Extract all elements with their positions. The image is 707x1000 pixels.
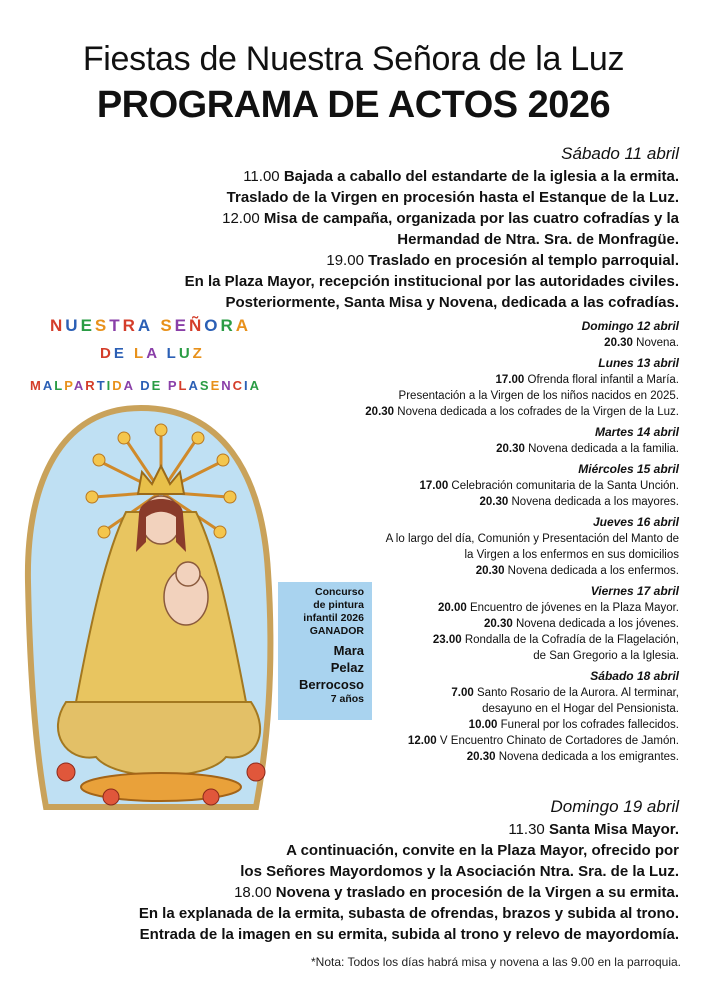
event-text: Posteriormente, Santa Misa y Novena, dedicada a las cofradías. [225,294,679,311]
event-line [365,600,679,616]
event-text: Presentación a la Virgen de los niños nacidos en 2025. [398,390,679,402]
day-heading: Martes 14 abril [594,425,679,439]
event-line [139,819,679,840]
event-line [185,208,679,229]
event-text: Ofrenda floral infantil a María. [527,374,679,386]
event-line [365,733,679,749]
event-line [365,685,679,701]
event-text: Novena dedicada a la familia. [528,443,679,455]
event-text: Encuentro de jóvenes en la Plaza Mayor. [469,602,679,614]
saturday11-events [185,166,679,313]
event-text: la Virgen a los enfermos en sus domicilios [464,549,679,561]
event-text: Santa Misa Mayor. [548,821,679,838]
event-time: 11.30 [508,821,545,838]
contest-line4: GANADOR [309,625,364,637]
winner-name3: Berrocoso [298,677,364,692]
event-time: 18.00 [234,884,272,901]
event-time: 20.00 [437,602,467,614]
day-heading: Domingo 12 abril [581,319,679,333]
day-heading: Sábado 18 abril [590,669,679,683]
event-text: Novena dedicada a los jóvenes. [515,618,679,630]
drawing-header-line1: NUESTRA SEÑORA [50,316,252,335]
event-line [185,271,679,292]
event-text: Novena y traslado en procesión de la Virgen a su ermita. [275,884,679,901]
event-line [365,372,679,388]
event-time: 20.30 [365,406,395,418]
event-time: 20.30 [475,565,505,577]
day-heading: Viernes 17 abril [590,584,679,598]
event-line [365,717,679,733]
event-text: Celebración comunitaria de la Santa Unción. [451,480,679,492]
drawing-header-line2: DE LA LUZ [100,345,205,362]
day-block [365,667,679,765]
footnote: *Nota: Todos los días habrá misa y novena a las 9.00 en la parroquia. [310,955,681,969]
day-heading: Jueves 16 abril [592,515,679,529]
event-line [185,250,679,271]
event-text: V Encuentro Chinato de Cortadores de Jamón. [439,735,679,747]
sunday19-day: Domingo 19 abril [550,797,679,816]
event-line [365,749,679,765]
contest-box [278,582,372,720]
day-heading: Miércoles 15 abril [578,462,679,476]
day-heading: Lunes 13 abril [598,356,679,370]
event-line [365,441,679,457]
event-text: Novena. [636,337,679,349]
sunday19-events [139,819,679,945]
event-time: 12.00 [222,210,260,227]
event-text: A lo largo del día, Comunión y Presentación del Manto de [385,533,679,545]
page-title-line1: Fiestas de Nuestra Señora de la Luz [82,40,625,78]
event-time: 17.00 [419,480,449,492]
day-block [365,582,679,664]
event-time: 17.00 [495,374,525,386]
page-title-line2: PROGRAMA DE ACTOS 2026 [96,84,611,126]
event-text: Bajada a caballo del estandarte de la iglesia a la ermita. [283,168,679,185]
day-block [365,317,679,351]
event-text: Rondalla de la Cofradía de la Flagelación, [464,634,679,646]
event-line [139,903,679,924]
contest-line2: de pintura [313,599,364,611]
event-text: Entrada de la imagen en su ermita, subida al trono y relevo de mayordomía. [139,926,679,943]
saturday11-day: Sábado 11 abril [561,144,679,163]
event-line [365,648,679,664]
event-time: 23.00 [432,634,462,646]
event-text: Novena dedicada a los cofrades de la Virgen de la Luz. [397,406,679,418]
event-text: Traslado en procesión al templo parroquial. [368,252,679,269]
day-block [365,513,679,579]
event-line [365,335,679,351]
event-text: de San Gregorio a la Iglesia. [533,650,679,662]
event-line [365,701,679,717]
event-text: A continuación, convite en la Plaza Mayor, ofrecido por [286,842,679,859]
event-time: 12.00 [407,735,437,747]
event-line [365,547,679,563]
event-line [365,531,679,547]
weekly-schedule [365,317,679,768]
event-text: En la Plaza Mayor, recepción institucional por las autoridades civiles. [184,273,679,290]
event-time: 7.00 [451,687,474,699]
sunday19-section [139,795,679,945]
event-text: desayuno en el Hogar del Pensionista. [482,703,679,715]
event-time: 11.00 [243,168,280,185]
event-line [365,478,679,494]
event-time: 20.30 [483,618,513,630]
event-line [139,861,679,882]
virgin-drawing [6,402,276,822]
event-line [365,632,679,648]
event-time: 20.30 [604,337,633,349]
event-text: Novena dedicada a los mayores. [511,496,679,508]
event-text: Misa de campaña, organizada por las cuatro cofradías y la [263,210,679,227]
event-text: Traslado de la Virgen en procesión hasta el Estanque de la Luz. [226,189,679,206]
event-time: 20.30 [466,751,496,763]
event-line [139,840,679,861]
event-text: Novena dedicada a los enfermos. [507,565,679,577]
contest-line3: infantil 2026 [303,612,364,624]
winner-age: 7 años [330,693,364,705]
event-text: Novena dedicada a los emigrantes. [498,751,679,763]
event-line [139,882,679,903]
event-line [365,563,679,579]
day-block [365,460,679,510]
event-text: Hermandad de Ntra. Sra. de Monfragüe. [397,231,679,248]
event-text: los Señores Mayordomos y la Asociación Ntra. Sra. de la Luz. [240,863,679,880]
winner-name1: Mara [333,643,364,658]
event-text: En la explanada de la ermita, subasta de ofrendas, brazos y subida al trono. [138,905,679,922]
saturday11-section [185,142,679,313]
event-time: 20.30 [479,496,509,508]
event-time: 20.30 [496,443,525,455]
event-line [185,166,679,187]
day-block [365,354,679,420]
event-text: Santo Rosario de la Aurora. Al terminar, [477,687,679,699]
contest-line1: Concurso [314,586,364,598]
event-line [139,924,679,945]
event-line [365,494,679,510]
event-time: 10.00 [468,719,498,731]
drawing-header-line3: MALPARTIDA DE PLASENCIA [30,378,262,393]
child-head [176,562,200,586]
day-block [365,423,679,457]
event-line [185,229,679,250]
event-time: 19.00 [326,252,364,269]
event-line [185,187,679,208]
event-line [365,616,679,632]
winner-name2: Pelaz [330,660,364,675]
event-line [365,404,679,420]
event-line [365,388,679,404]
event-text: Funeral por los cofrades fallecidos. [500,719,679,731]
event-line [185,292,679,313]
